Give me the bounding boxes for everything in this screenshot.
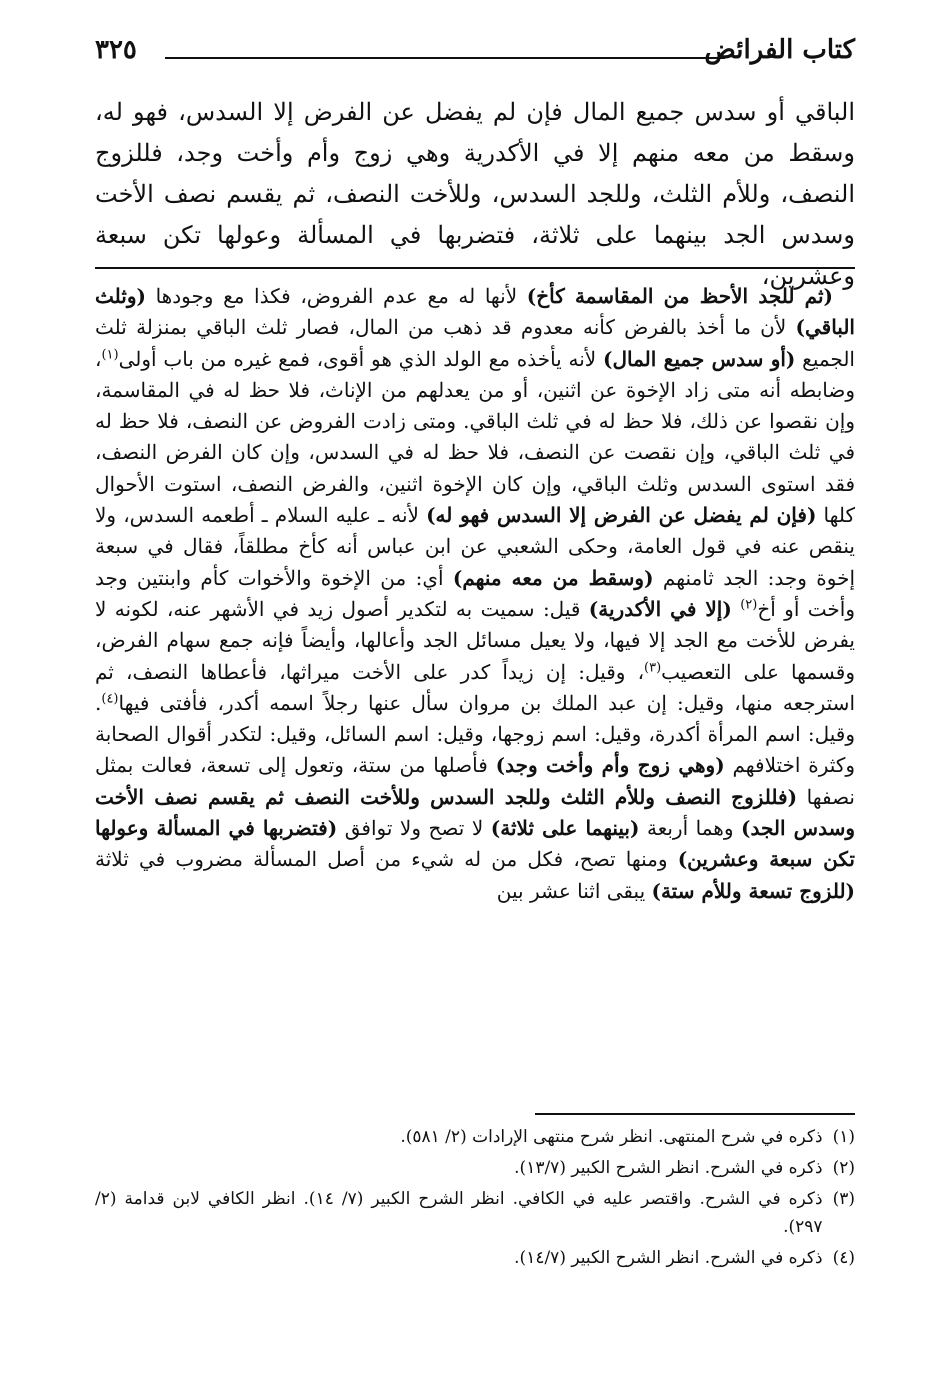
quoted-matn: (بينهما على ثلاثة) xyxy=(490,816,640,841)
commentary-text: . وقيل: اسم المرأة أكدرة، وقيل: اسم زوجها، وقيل: اسم السائل، وقيل: لتكدر أقوال الصحابة وكثرة اختلافهم xyxy=(95,690,856,778)
footnote-text: ذكره في شرح المنتهى. انظر شرح منتهى الإرادات (٢/ ٥٨١). xyxy=(400,1127,823,1147)
commentary-text: فأصلها من ستة، وتعول إلى تسعة، فعالت بمثل نصفها xyxy=(95,753,855,809)
footnote-item xyxy=(95,1244,855,1272)
commentary-text xyxy=(732,597,740,621)
footnote-text: ذكره في الشرح. واقتصر عليه في الكافي. انظر الشرح الكبير (٧/ ١٤). انظر الكافي لابن قدامة (٢/ ٢٩٧). xyxy=(95,1189,823,1237)
footnote-number: (٢) xyxy=(832,1158,855,1178)
quoted-matn: (فللزوج النصف وللأم الثلث وللجد السدس وللأخت النصف ثم يقسم نصف الأخت وسدس الجد) xyxy=(95,784,855,841)
footnote-number: (١) xyxy=(832,1127,855,1147)
commentary-text: لأن ما أخذ بالفرض كأنه معدوم قد ذهب من المال، فصار ثلث الباقي بمنزلة ثلث الجميع xyxy=(95,315,855,371)
commentary-paragraph xyxy=(95,281,855,907)
footnotes xyxy=(95,1123,855,1275)
footnote-ref[interactable]: (١) xyxy=(101,346,119,362)
footnote-item xyxy=(95,1154,855,1182)
footnote-number: (٣) xyxy=(832,1189,855,1209)
quoted-matn: (وثلث الباقي) xyxy=(95,284,855,340)
commentary-text: أي: من الإخوة والأخوات كأم وابنتين وجد وأخت أو أخ xyxy=(95,565,855,621)
footnote-item xyxy=(95,1185,855,1241)
header-rule xyxy=(165,57,725,59)
footnote-ref[interactable]: (٢) xyxy=(740,597,758,613)
quoted-matn: (للزوج تسعة وللأم ستة) xyxy=(651,878,855,903)
commentary-text: قيل: سميت به لتكدير أصول زيد في الأشهر عنه، لكونه لا يفرض للأخت مع الجد إلا فيها، ولا يعيل مسائل الجد وأعالها، وأيضاً فإنه جمع سهام الفرض، وقسمها على التعصيب xyxy=(95,596,855,684)
quoted-matn: (أو سدس جميع المال) xyxy=(602,346,796,371)
footnote-number: (٤) xyxy=(832,1248,855,1268)
footnote-text: ذكره في الشرح. انظر الشرح الكبير (١٤/٧). xyxy=(514,1248,823,1268)
main-paragraph: الباقي أو سدس جميع المال فإن لم يفضل عن الفرض إلا السدس، فهو له، وسقط من معه منهم إلا في الأكدرية وهي زوج وأم وأخت وجد، فللزوج النصف، وللأم الثلث، وللجد السدس، وللأخت النصف، ثم يقسم نصف الأخت وسدس الجد بينهما على ثلاثة، فتضربها في المسألة وعولها تكن سبعة وعشرين، xyxy=(95,98,855,290)
quoted-matn: (فإن لم يفضل عن الفرض إلا السدس فهو له) xyxy=(426,503,817,528)
footnote-ref[interactable]: (٤) xyxy=(101,691,119,707)
commentary-text: لأنها له مع عدم الفروض، فكذا مع وجودها xyxy=(145,284,527,308)
commentary-text: لأنه ـ عليه السلام ـ أطعمه السدس، ولا ينقص عنه في قول العامة، وحكى الشعبي عن ابن عباس أنه كأخ مطلقاً، فقال في سبعة إخوة وجد: الجد ثامنهم xyxy=(95,503,855,590)
quoted-matn: (فتضربها في المسألة وعولها تكن سبعة وعشرين) xyxy=(95,816,855,872)
commentary-text: وهما أربعة xyxy=(639,816,742,841)
footnote-rule xyxy=(535,1113,855,1115)
quoted-matn: (إلا في الأكدرية) xyxy=(588,596,732,621)
quoted-matn: (ثم للجد الأحظ من المقاسمة كأخ) xyxy=(526,284,833,308)
quoted-matn: (وسقط من معه منهم) xyxy=(452,565,654,590)
footnote-item xyxy=(95,1123,855,1151)
page-header xyxy=(95,30,855,74)
commentary-text: ، وقيل: إن زيداً كدر على الأخت ميراثها، فأعطاها النصف، ثم استرجعه منها، وقيل: إن عبد الملك بن مروان سأل عنها رجلاً اسمه أكدر، فأفتى فيها xyxy=(95,659,855,715)
quoted-matn: (وهي زوج وأم وأخت وجد) xyxy=(495,753,725,778)
commentary-text: ، وضابطه أنه متى زاد الإخوة عن اثنين، أو من يعدلهم من الإناث، فلا حظ له في المقاسمة، وإن نقصوا عن ذلك، فلا حظ له في ثلث الباقي. ومتى زادت الفروض عن النصف، فلا حظ له في ثلث الباقي، وإن نقصت عن النصف، فلا حظ له في السدس، وإن كان الفرض النصف، فقد استوى السدس وثلث الباقي، وإن كان الإخوة اثنين، والفرض النصف، استوت الأحوال كلها xyxy=(95,346,856,528)
commentary-text: لا تصح ولا توافق xyxy=(337,816,491,841)
commentary-text: ومنها تصح، فكل من له شيء من أصل المسألة مضروب في ثلاثة xyxy=(95,847,678,872)
commentary-text: لأنه يأخذه مع الولد الذي هو أقوى، فمع غيره من باب أولى xyxy=(118,346,603,371)
footnote-text: ذكره في الشرح. انظر الشرح الكبير (١٣/٧). xyxy=(514,1158,823,1178)
commentary-text: يبقى اثنا عشر بين xyxy=(496,878,652,903)
main-divider xyxy=(95,267,855,269)
commentary xyxy=(95,281,855,907)
page-number: ٣٢٥ xyxy=(95,35,137,65)
footnote-ref[interactable]: (٣) xyxy=(644,659,662,675)
running-title: كتاب الفرائض xyxy=(704,35,855,65)
